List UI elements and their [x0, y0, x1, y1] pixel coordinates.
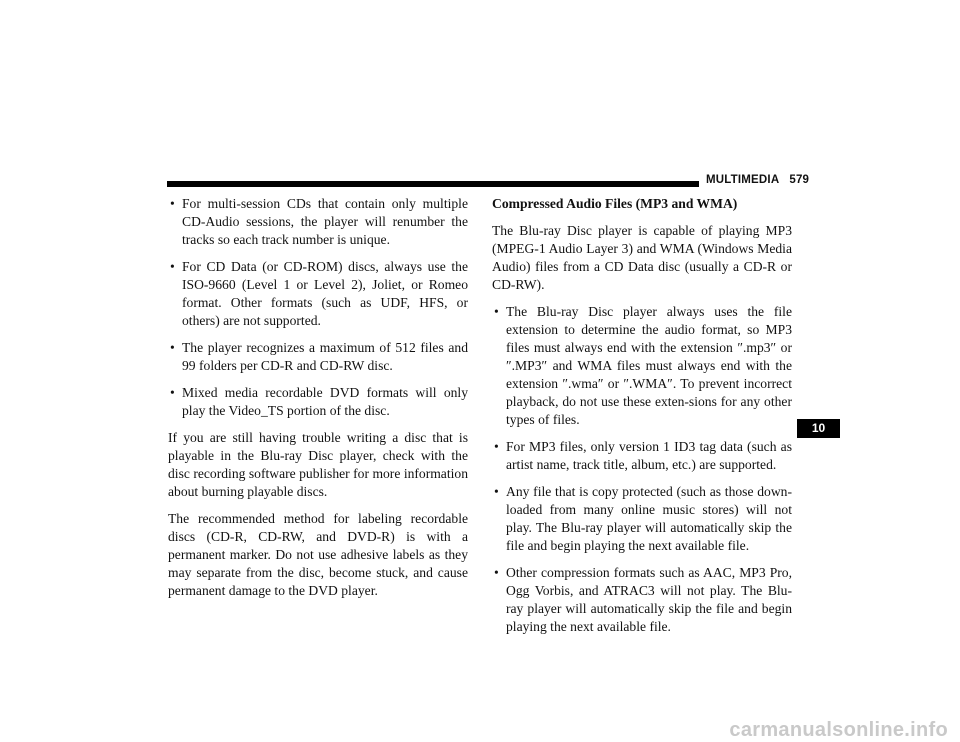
right-column	[492, 195, 792, 645]
paragraph-intro: The Blu-ray Disc player is capable of playing MP3 (MPEG-1 Audio Layer 3) and WMA (Windows Media Audio) files from a CD Data disc (usually a CD-R or CD-RW).	[492, 223, 792, 292]
section-title: MULTIMEDIA	[706, 174, 780, 186]
bullet-icon: •	[494, 565, 499, 580]
bullet-icon: •	[170, 340, 175, 355]
left-column	[168, 195, 468, 609]
bullet-icon: •	[170, 385, 175, 400]
watermark-text: carmanualsonline.info	[729, 719, 948, 741]
paragraph-trouble-writing: If you are still having trouble writing a disc that is playable in the Blu-ray Disc player, check with the disc recording software publisher for more information about burning playable discs.	[168, 430, 468, 499]
list-item: • For CD Data (or CD-ROM) discs, always use the ISO-9660 (Level 1 or Level 2), Joliet, or Romeo format. Other formats (such as UDF, HFS, or others) are not supported.	[170, 259, 468, 328]
right-bullet-list	[492, 303, 792, 636]
chapter-tab: 10	[797, 419, 840, 438]
bullet-icon: •	[170, 259, 175, 274]
list-item: • For multi-session CDs that contain only multiple CD-Audio sessions, the player will renumber the tracks so each track number is unique.	[170, 196, 468, 247]
section-heading: Compressed Audio Files (MP3 and WMA)	[492, 196, 738, 211]
list-item: • The player recognizes a maximum of 512 files and 99 folders per CD-R and CD-RW disc.	[170, 340, 468, 373]
bullet-icon: •	[494, 484, 499, 499]
list-item: • The Blu-ray Disc player always uses the file extension to determine the audio format, so MP3 files must always end with the extension ″.mp3″ or ″.MP3″ and WMA files must always end with the extension ″.wma″ or ″.WMA″. To prevent incorrect playback, do not use these exten-sions for any other types of files.	[494, 304, 792, 427]
bullet-icon: •	[494, 439, 499, 454]
list-item: • Other compression formats such as AAC, MP3 Pro, Ogg Vorbis, and ATRAC3 will not play. The Blu-ray player will automatically skip the file and begin playing the next available file.	[494, 565, 792, 634]
header-rule	[167, 181, 699, 187]
bullet-icon: •	[494, 304, 499, 319]
left-bullet-list	[168, 195, 468, 420]
running-header	[706, 174, 809, 186]
list-item: • Mixed media recordable DVD formats will only play the Video_TS portion of the disc.	[170, 385, 468, 418]
page-number: 579	[789, 174, 810, 186]
paragraph-labeling: The recommended method for labeling recordable discs (CD-R, CD-RW, and DVD-R) is with a permanent marker. Do not use adhesive labels as they may separate from the disc, become stuck, and cause permanent damage to the DVD player.	[168, 511, 468, 598]
list-item: • Any file that is copy protected (such as those down-loaded from many online music stores) will not play. The Blu-ray player will automatically skip the file and begin playing the next available file.	[494, 484, 792, 553]
bullet-icon: •	[170, 196, 175, 211]
list-item: • For MP3 files, only version 1 ID3 tag data (such as artist name, track title, album, etc.) are supported.	[494, 439, 792, 472]
